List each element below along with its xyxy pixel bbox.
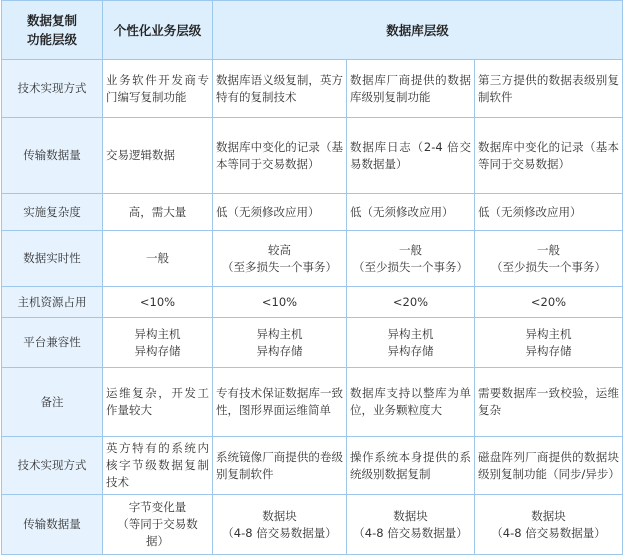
personal-layer-header: 个性化业务层级 <box>103 1 213 60</box>
database-layer-header: 数据库层级 <box>213 1 623 60</box>
row-label: 数据实时性 <box>2 231 103 287</box>
table-cell: 需要数据库一致校验，运维复杂 <box>475 368 623 437</box>
cell-line: （4-8 倍交易数据量） <box>222 525 337 540</box>
table-cell: 操作系统本身提供的系统级别数据复制 <box>347 437 475 495</box>
cell-line: 异构主机 <box>387 326 434 341</box>
cell-line: 异构存储 <box>256 343 303 358</box>
table-cell: 低（无须修改应用） <box>213 194 347 231</box>
cell-line: （4-8 倍交易数据量） <box>353 525 468 540</box>
cell-line: （等同于交易数 <box>117 517 198 531</box>
cell-line: 一般 <box>146 251 169 265</box>
cell-line: 异构存储 <box>387 343 434 358</box>
row-label: 传输数据量 <box>2 118 103 194</box>
table-cell <box>475 318 623 368</box>
table-row <box>2 231 623 287</box>
table-cell: 数据库支持以整库为单位，业务颗粒度大 <box>347 368 475 437</box>
cell-line: （至少损失一个事务） <box>353 259 468 274</box>
table-cell: <10% <box>213 287 347 318</box>
cell-line: 一般 <box>537 242 560 257</box>
cell-line: 字节变化量 <box>128 500 187 514</box>
table-cell: 英方特有的系统内核字节级数据复制技术 <box>103 437 213 495</box>
table-row <box>2 437 623 495</box>
table-row <box>2 495 623 555</box>
table-cell: <20% <box>475 287 623 318</box>
table-cell: 运维复杂，开发工作量较大 <box>103 368 213 437</box>
table-row <box>2 194 623 231</box>
row-label: 技术实现方式 <box>2 60 103 118</box>
row-label: 备注 <box>2 368 103 437</box>
cell-line: 异构主机 <box>134 326 181 341</box>
cell-line: 异构存储 <box>525 343 572 358</box>
table-cell: <20% <box>347 287 475 318</box>
cell-line: 一般 <box>399 242 422 257</box>
table-cell: 专有技术保证数据库一致性，图形界面运维简单 <box>213 368 347 437</box>
table-cell: 数据库语义级复制，英方特有的复制技术 <box>213 60 347 118</box>
cell-line: 据） <box>146 534 169 548</box>
row-label: 主机资源占用 <box>2 287 103 318</box>
table-cell: 业务软件开发商专门编写复制功能 <box>103 60 213 118</box>
cell-line: （4-8 倍交易数据量） <box>491 525 606 540</box>
table-cell <box>103 318 213 368</box>
table-cell <box>213 318 347 368</box>
row-label: 实施复杂度 <box>2 194 103 231</box>
cell-line: 较高 <box>268 242 291 257</box>
corner-header-line2: 功能层级 <box>26 32 77 47</box>
table-cell <box>475 495 623 555</box>
table-cell <box>103 495 213 555</box>
row-label: 技术实现方式 <box>2 437 103 495</box>
cell-line: 异构主机 <box>525 326 572 341</box>
corner-header <box>2 1 103 60</box>
table-cell: 数据库厂商提供的数据库级别复制功能 <box>347 60 475 118</box>
table-header-row <box>2 1 623 60</box>
table-cell: 低（无须修改应用） <box>347 194 475 231</box>
cell-line: 数据块 <box>531 508 566 523</box>
table-cell: 数据库中变化的记录（基本等同于交易数据） <box>213 118 347 194</box>
cell-line: （至少损失一个事务） <box>491 259 606 274</box>
table-cell: 交易逻辑数据 <box>103 118 213 194</box>
cell-line: 数据块 <box>393 508 428 523</box>
cell-line: 异构存储 <box>134 343 181 358</box>
cell-line: 异构主机 <box>256 326 303 341</box>
corner-header-line1: 数据复制 <box>26 13 77 28</box>
table-cell: 第三方提供的数据表级别复制软件 <box>475 60 623 118</box>
table-cell: 磁盘阵列厂商提供的数据块级别复制功能（同步/异步） <box>475 437 623 495</box>
table-cell <box>213 495 347 555</box>
table-cell <box>213 231 347 287</box>
table-row <box>2 318 623 368</box>
table-cell: 数据库日志（2-4 倍交易数据量） <box>347 118 475 194</box>
replication-comparison-table <box>1 0 623 555</box>
row-label: 传输数据量 <box>2 495 103 555</box>
table-row <box>2 60 623 118</box>
table-cell: 系统镜像厂商提供的卷级别复制软件 <box>213 437 347 495</box>
table-row <box>2 287 623 318</box>
table-cell <box>475 231 623 287</box>
table-cell: <10% <box>103 287 213 318</box>
table-cell: 高，需大量 <box>103 194 213 231</box>
table-cell <box>347 495 475 555</box>
table-cell <box>103 231 213 287</box>
cell-line: （至多损失一个事务） <box>222 259 337 274</box>
table-cell: 低（无须修改应用） <box>475 194 623 231</box>
row-label: 平台兼容性 <box>2 318 103 368</box>
cell-line: 数据块 <box>262 508 297 523</box>
table-row <box>2 118 623 194</box>
table-cell: 数据库中变化的记录（基本等同于交易数据） <box>475 118 623 194</box>
table-row <box>2 368 623 437</box>
table-cell <box>347 231 475 287</box>
table-cell <box>347 318 475 368</box>
